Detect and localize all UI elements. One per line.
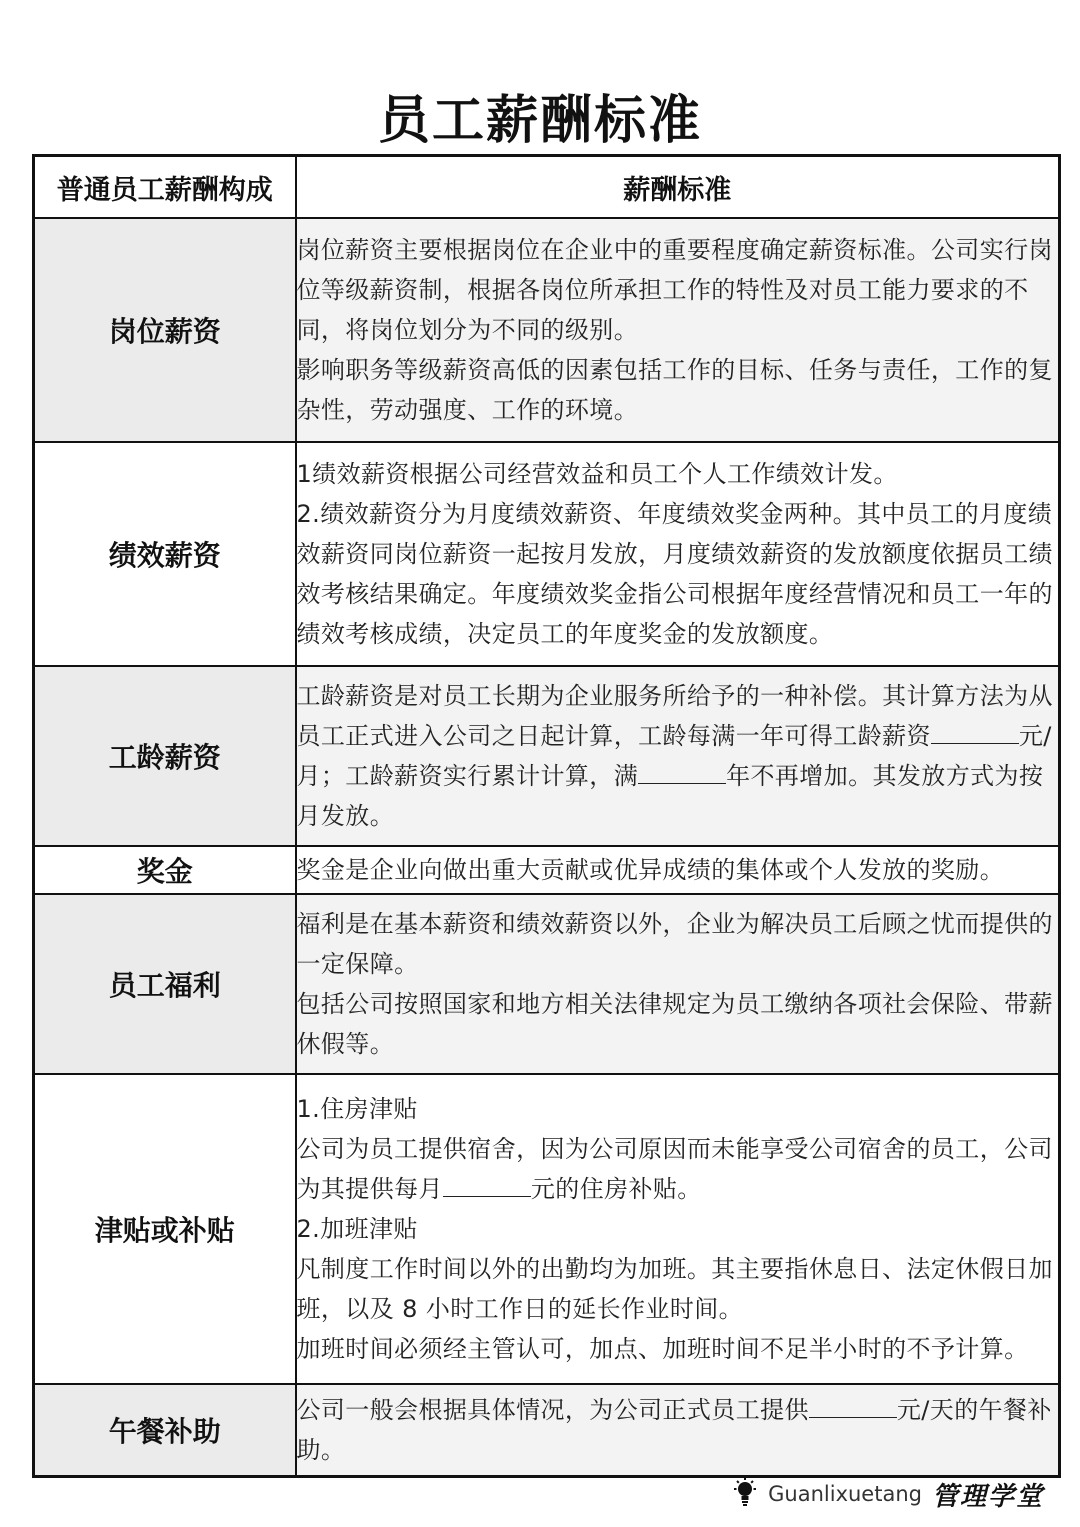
row-description bbox=[296, 894, 1060, 1074]
column-header-standard: 薪酬标准 bbox=[296, 156, 1060, 219]
row-category: 奖金 bbox=[34, 846, 296, 894]
text-segment: 公司为员工提供宿舍，因为公司原因而未能享受公司宿舍的员工，公司为其提供每月 bbox=[296, 1135, 1053, 1203]
text-segment: 元/天的午餐补助。 bbox=[296, 1395, 1052, 1464]
fill-in-blank[interactable] bbox=[443, 1170, 531, 1197]
fill-in-blank[interactable] bbox=[638, 757, 726, 784]
description-line: 福利是在基本薪资和绩效薪资以外，企业为解决员工后顾之忧而提供的一定保障。 bbox=[296, 910, 1053, 978]
row-description bbox=[296, 442, 1060, 666]
description-line bbox=[297, 676, 1059, 836]
row-description bbox=[296, 846, 1060, 894]
brand-name-english: Guanlixuetang bbox=[768, 1482, 922, 1506]
row-category: 岗位薪资 bbox=[34, 218, 296, 442]
text-segment: 元的住房补贴。 bbox=[530, 1175, 702, 1203]
description-line: 1.住房津贴 bbox=[296, 1095, 418, 1123]
column-header-composition: 普通员工薪酬构成 bbox=[34, 156, 296, 219]
description-line: 1绩效薪资根据公司经营效益和员工个人工作绩效计发。 bbox=[296, 460, 898, 488]
brand-footer bbox=[732, 1474, 1044, 1514]
text-segment: 公司一般会根据具体情况，为公司正式员工提供 bbox=[296, 1395, 809, 1424]
row-category: 午餐补助 bbox=[34, 1384, 296, 1476]
description-line: 岗位薪资主要根据岗位在企业中的重要程度确定薪资标准。公司实行岗位等级薪资制，根据各岗位所承担工作的特性及对员工能力要求的不同，将岗位划分为不同的级别。 bbox=[296, 236, 1053, 344]
table-row bbox=[34, 218, 1060, 442]
row-description bbox=[296, 218, 1060, 442]
description-line: 加班时间必须经主管认可，加点、加班时间不足半小时的不予计算。 bbox=[296, 1335, 1029, 1363]
description-line bbox=[297, 1390, 1059, 1470]
row-category: 津贴或补贴 bbox=[34, 1074, 296, 1384]
fill-in-blank[interactable] bbox=[809, 1391, 897, 1418]
table-row bbox=[34, 442, 1060, 666]
text-segment: 工龄薪资是对员工长期为企业服务所给予的一种补偿。其计算方法为从员工正式进入公司之日起计算，工龄每满一年可得工龄薪资 bbox=[296, 682, 1053, 750]
description-line: 2.加班津贴 bbox=[296, 1215, 418, 1243]
description-line: 影响职务等级薪资高低的因素包括工作的目标、任务与责任，工作的复杂性，劳动强度、工作的环境。 bbox=[296, 356, 1053, 424]
table-row bbox=[34, 894, 1060, 1074]
description-line: 凡制度工作时间以外的出勤均为加班。其主要指休息日、法定休假日加班，以及 8 小时工作日的延长作业时间。 bbox=[296, 1255, 1053, 1323]
table-row bbox=[34, 1384, 1060, 1476]
row-category: 员工福利 bbox=[34, 894, 296, 1074]
table-row bbox=[34, 846, 1060, 894]
lightbulb-icon bbox=[732, 1477, 758, 1511]
row-description bbox=[296, 666, 1060, 846]
description-line: 2.绩效薪资分为月度绩效薪资、年度绩效奖金两种。其中员工的月度绩效薪资同岗位薪资一起按月发放，月度绩效薪资的发放额度依据员工绩效考核结果确定。年度绩效奖金指公司根据年度经营情况和员工一年的绩效考核成绩，决定员工的年度奖金的发放额度。 bbox=[296, 500, 1053, 648]
description-line: 奖金是企业向做出重大贡献或优异成绩的集体或个人发放的奖励。 bbox=[296, 856, 1005, 884]
row-category: 绩效薪资 bbox=[34, 442, 296, 666]
description-line bbox=[297, 1129, 1059, 1209]
row-category: 工龄薪资 bbox=[34, 666, 296, 846]
description-line: 包括公司按照国家和地方相关法律规定为员工缴纳各项社会保险、带薪休假等。 bbox=[296, 990, 1053, 1058]
table-header-row bbox=[34, 156, 1060, 219]
table-row bbox=[34, 1074, 1060, 1384]
page-title: 员工薪酬标准 bbox=[377, 91, 702, 151]
row-description bbox=[296, 1074, 1060, 1384]
row-description bbox=[296, 1384, 1060, 1476]
text-segment: 年不再增加。其发放方式为按月发放。 bbox=[296, 762, 1044, 830]
table-row bbox=[34, 666, 1060, 846]
text-segment: 元/月；工龄薪资实行累计计算，满 bbox=[296, 722, 1052, 790]
fill-in-blank[interactable] bbox=[931, 717, 1019, 744]
salary-table bbox=[32, 154, 1061, 1478]
brand-name-chinese: 管理学堂 bbox=[931, 1481, 1044, 1512]
